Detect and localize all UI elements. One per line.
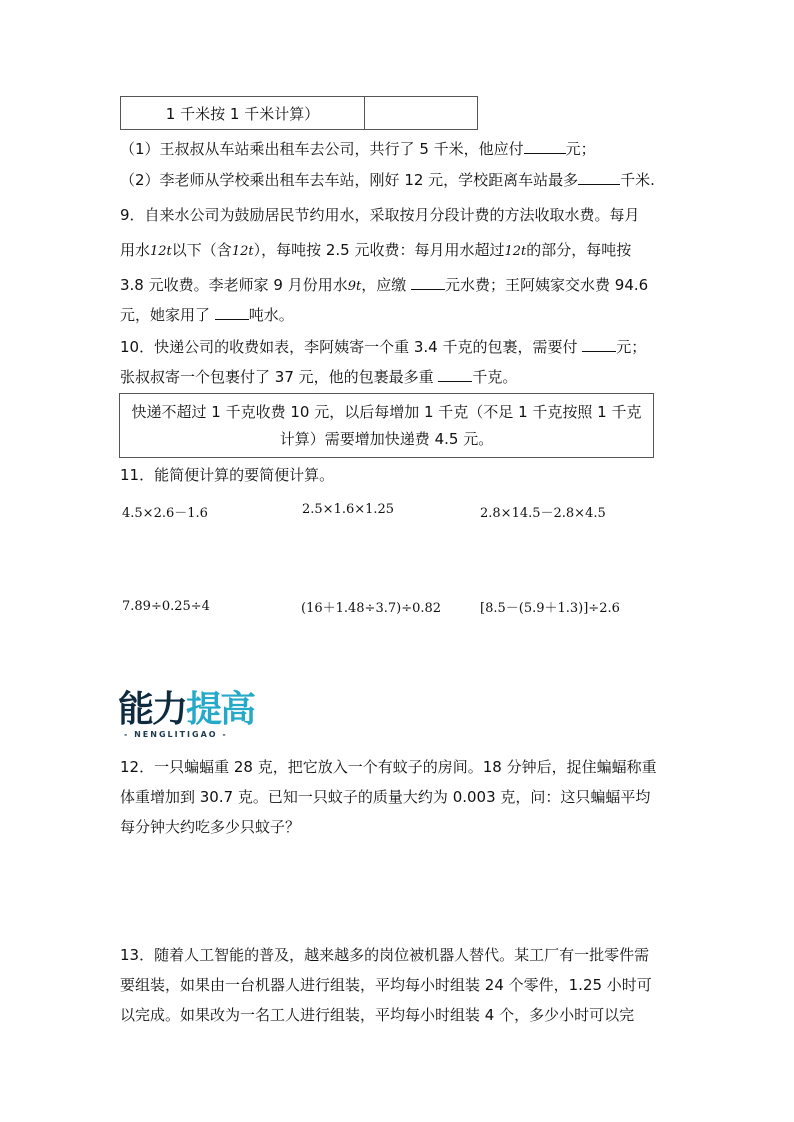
express-fee-rule-box bbox=[119, 393, 654, 458]
q13-line-3: 以完成。如果改为一名工人进行组装，平均每小时组装 4 个，多少小时可以完 bbox=[120, 1006, 635, 1024]
q12-line-2: 体重增加到 30.7 克。已知一只蚊子的质量大约为 0.003 克，问：这只蝙蝠平均 bbox=[120, 788, 651, 806]
q12-line-1: 12．一只蝙蝠重 28 克，把它放入一个有蚊子的房间。18 分钟后，捉住蝙蝠称重 bbox=[120, 758, 657, 776]
calc-expression: 2.8×14.5－2.8×4.5 bbox=[480, 506, 606, 521]
fee-rule-line-1: 快递不超过 1 千克收费 10 元，以后每增加 1 千克（不足 1 千克按照 1 千克 bbox=[131, 403, 642, 421]
answer-blank[interactable] bbox=[411, 275, 445, 290]
q11-title: 11．能简便计算的要简便计算。 bbox=[120, 466, 335, 484]
q9-line-1: 9．自来水公司为鼓励居民节约用水，采取按月分段计费的方法收取水费。每月 bbox=[120, 206, 640, 224]
calc-expression: [8.5－(5.9＋1.3)]÷2.6 bbox=[480, 601, 620, 616]
answer-blank[interactable] bbox=[582, 337, 616, 352]
calc-expression: 7.89÷0.25÷4 bbox=[122, 599, 210, 614]
q8-sub2: （2）李老师从学校乘出租车去车站，刚好 12 元，学校距离车站最多 千米. bbox=[120, 171, 655, 189]
section-logo-title: 能力提高 bbox=[118, 689, 255, 730]
answer-blank[interactable] bbox=[524, 139, 566, 154]
answer-blank[interactable] bbox=[578, 170, 620, 185]
fare-table-fragment bbox=[120, 96, 478, 130]
q9-line-3: 3.8 元收费。李老师家 9 月份用水9t，应缴 元水费；王阿姨家交水费 94.6 bbox=[120, 276, 649, 294]
q13-line-2: 要组装，如果由一台机器人进行组装，平均每小时组装 24 个零件，1.25 小时可 bbox=[120, 976, 652, 994]
fee-rule-line-2: 计算）需要增加快递费 4.5 元。 bbox=[279, 430, 494, 448]
fare-table-cell: 1 千米按 1 千米计算） bbox=[121, 97, 365, 129]
answer-blank[interactable] bbox=[438, 367, 472, 382]
calc-expression: (16＋1.48÷3.7)÷0.82 bbox=[301, 601, 442, 616]
q9-line-2: 用水12t以下（含12t），每吨按 2.5 元收费：每月用水超过12t的部分，每吨按 bbox=[120, 241, 632, 259]
q8-sub1: （1）王叔叔从车站乘出租车去公司，共行了 5 千米，他应付 元； bbox=[120, 140, 596, 158]
section-logo bbox=[118, 690, 278, 742]
q13-line-1: 13．随着人工智能的普及，越来越多的岗位被机器人替代。某工厂有一批零件需 bbox=[120, 946, 650, 964]
answer-blank[interactable] bbox=[215, 305, 249, 320]
q10-line-1: 10．快递公司的收费如表，李阿姨寄一个重 3.4 千克的包裹，需要付 元； bbox=[120, 338, 647, 356]
q10-line-2: 张叔叔寄一个包裹付了 37 元，他的包裹最多重 千克。 bbox=[120, 368, 518, 386]
q9-line-4: 元，她家用了 吨水。 bbox=[120, 306, 294, 324]
q12-line-3: 每分钟大约吃多少只蚊子？ bbox=[120, 818, 301, 836]
calc-expression: 2.5×1.6×1.25 bbox=[302, 502, 395, 517]
calc-expression: 4.5×2.6－1.6 bbox=[122, 506, 208, 521]
section-logo-subtitle: - NENGLITIGAO - bbox=[124, 730, 228, 739]
fare-table-empty-cell bbox=[365, 97, 477, 129]
